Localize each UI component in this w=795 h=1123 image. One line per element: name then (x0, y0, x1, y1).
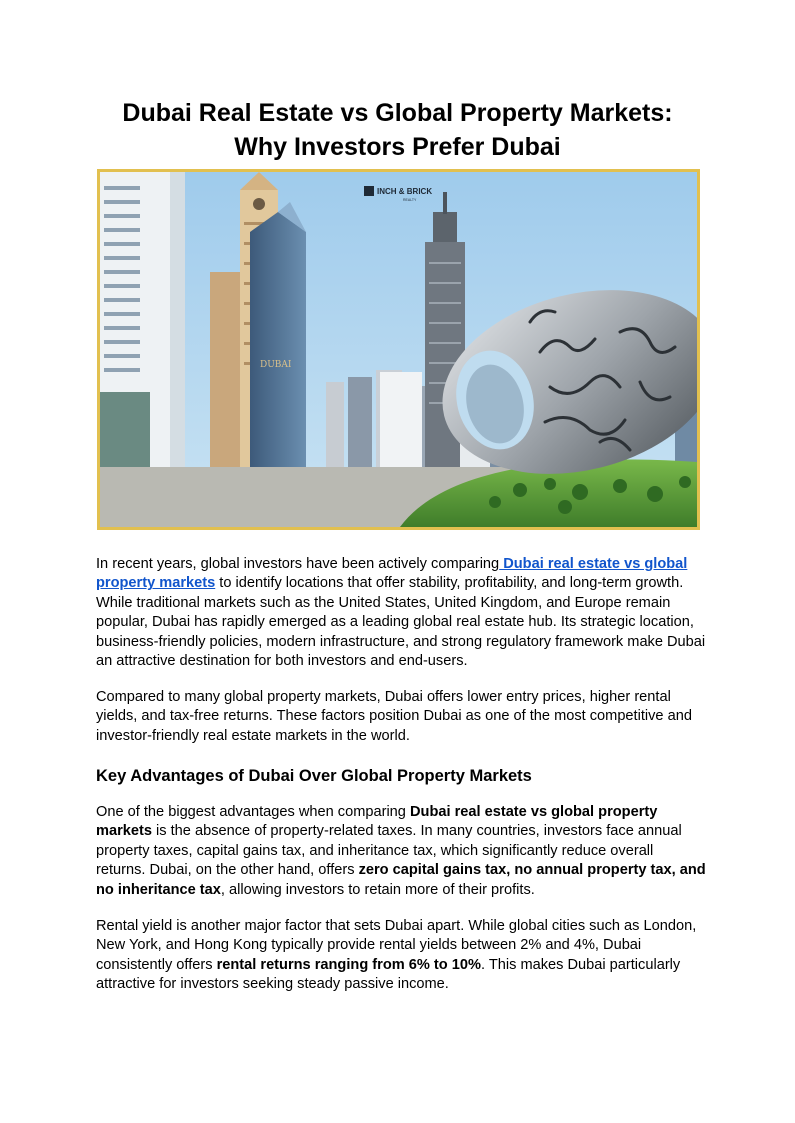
intro-paragraph (96, 555, 706, 671)
comparison-paragraph: Compared to many global property markets, Dubai offers lower entry prices, higher rental yields, and tax-free returns. These factors position Dubai as one of the most competitive and investor-friendly real estate markets in the world. (96, 689, 692, 744)
tax-bold-1: Dubai real estate vs global property markets (96, 804, 658, 840)
intro-text-end: to identify locations that offer stability, profitability, and long-term growth. While traditional markets such as the United States, United Kingdom, and Europe remain popular, Dubai has rapidly emerged as a leading global real estate hub. Its strategic location, business-friendly policies, modern infrastructure, and strong regulatory framework make Dubai an attractive destination for both investors and end-users. (96, 575, 706, 670)
svg-text:DUBAI: DUBAI (260, 360, 292, 370)
title-line-2: Why Investors Prefer Dubai (234, 133, 561, 161)
tax-text-3: , allowing investors to retain more of their profits. (220, 881, 535, 898)
rental-yield-paragraph (96, 917, 706, 995)
svg-text:REALTY: REALTY (403, 198, 417, 202)
page-title (60, 96, 735, 164)
dubai-skyline-illustration (100, 172, 697, 527)
hero-image (97, 169, 700, 530)
yield-text-1: Rental yield is another major factor that sets Dubai apart. While global cities such as London, New York, and Hong Kong typically provide rental yields between 2% and 4%, Dubai consistently offers (96, 918, 697, 973)
white-tower (100, 172, 185, 497)
title-line-1: Dubai Real Estate vs Global Property Markets: (122, 99, 673, 127)
yield-text-2: . This makes Dubai particularly attractive for investors seeking steady passive income. (96, 956, 681, 993)
tax-advantage-paragraph (96, 803, 706, 900)
dubai-vs-global-link[interactable]: Dubai real estate vs global property markets (96, 556, 688, 592)
tax-bold-2: zero capital gains tax, no annual property tax, and no inheritance tax (96, 862, 706, 898)
tax-text-2: is the absence of property-related taxes. In many countries, investors face annual property taxes, capital gains tax, and inheritance tax, which significantly reduce overall returns. Dubai, on the other hand, offers (96, 823, 682, 879)
svg-text:INCH & BRICK: INCH & BRICK (377, 187, 433, 196)
yield-bold-1: rental returns ranging from 6% to 10% (216, 956, 481, 973)
intro-text-start: In recent years, global investors have been actively comparing (96, 556, 500, 572)
glass-tower (250, 202, 306, 472)
tax-text-1: One of the biggest advantages when comparing (96, 804, 410, 820)
section-heading: Key Advantages of Dubai Over Global Property Markets (96, 767, 532, 785)
